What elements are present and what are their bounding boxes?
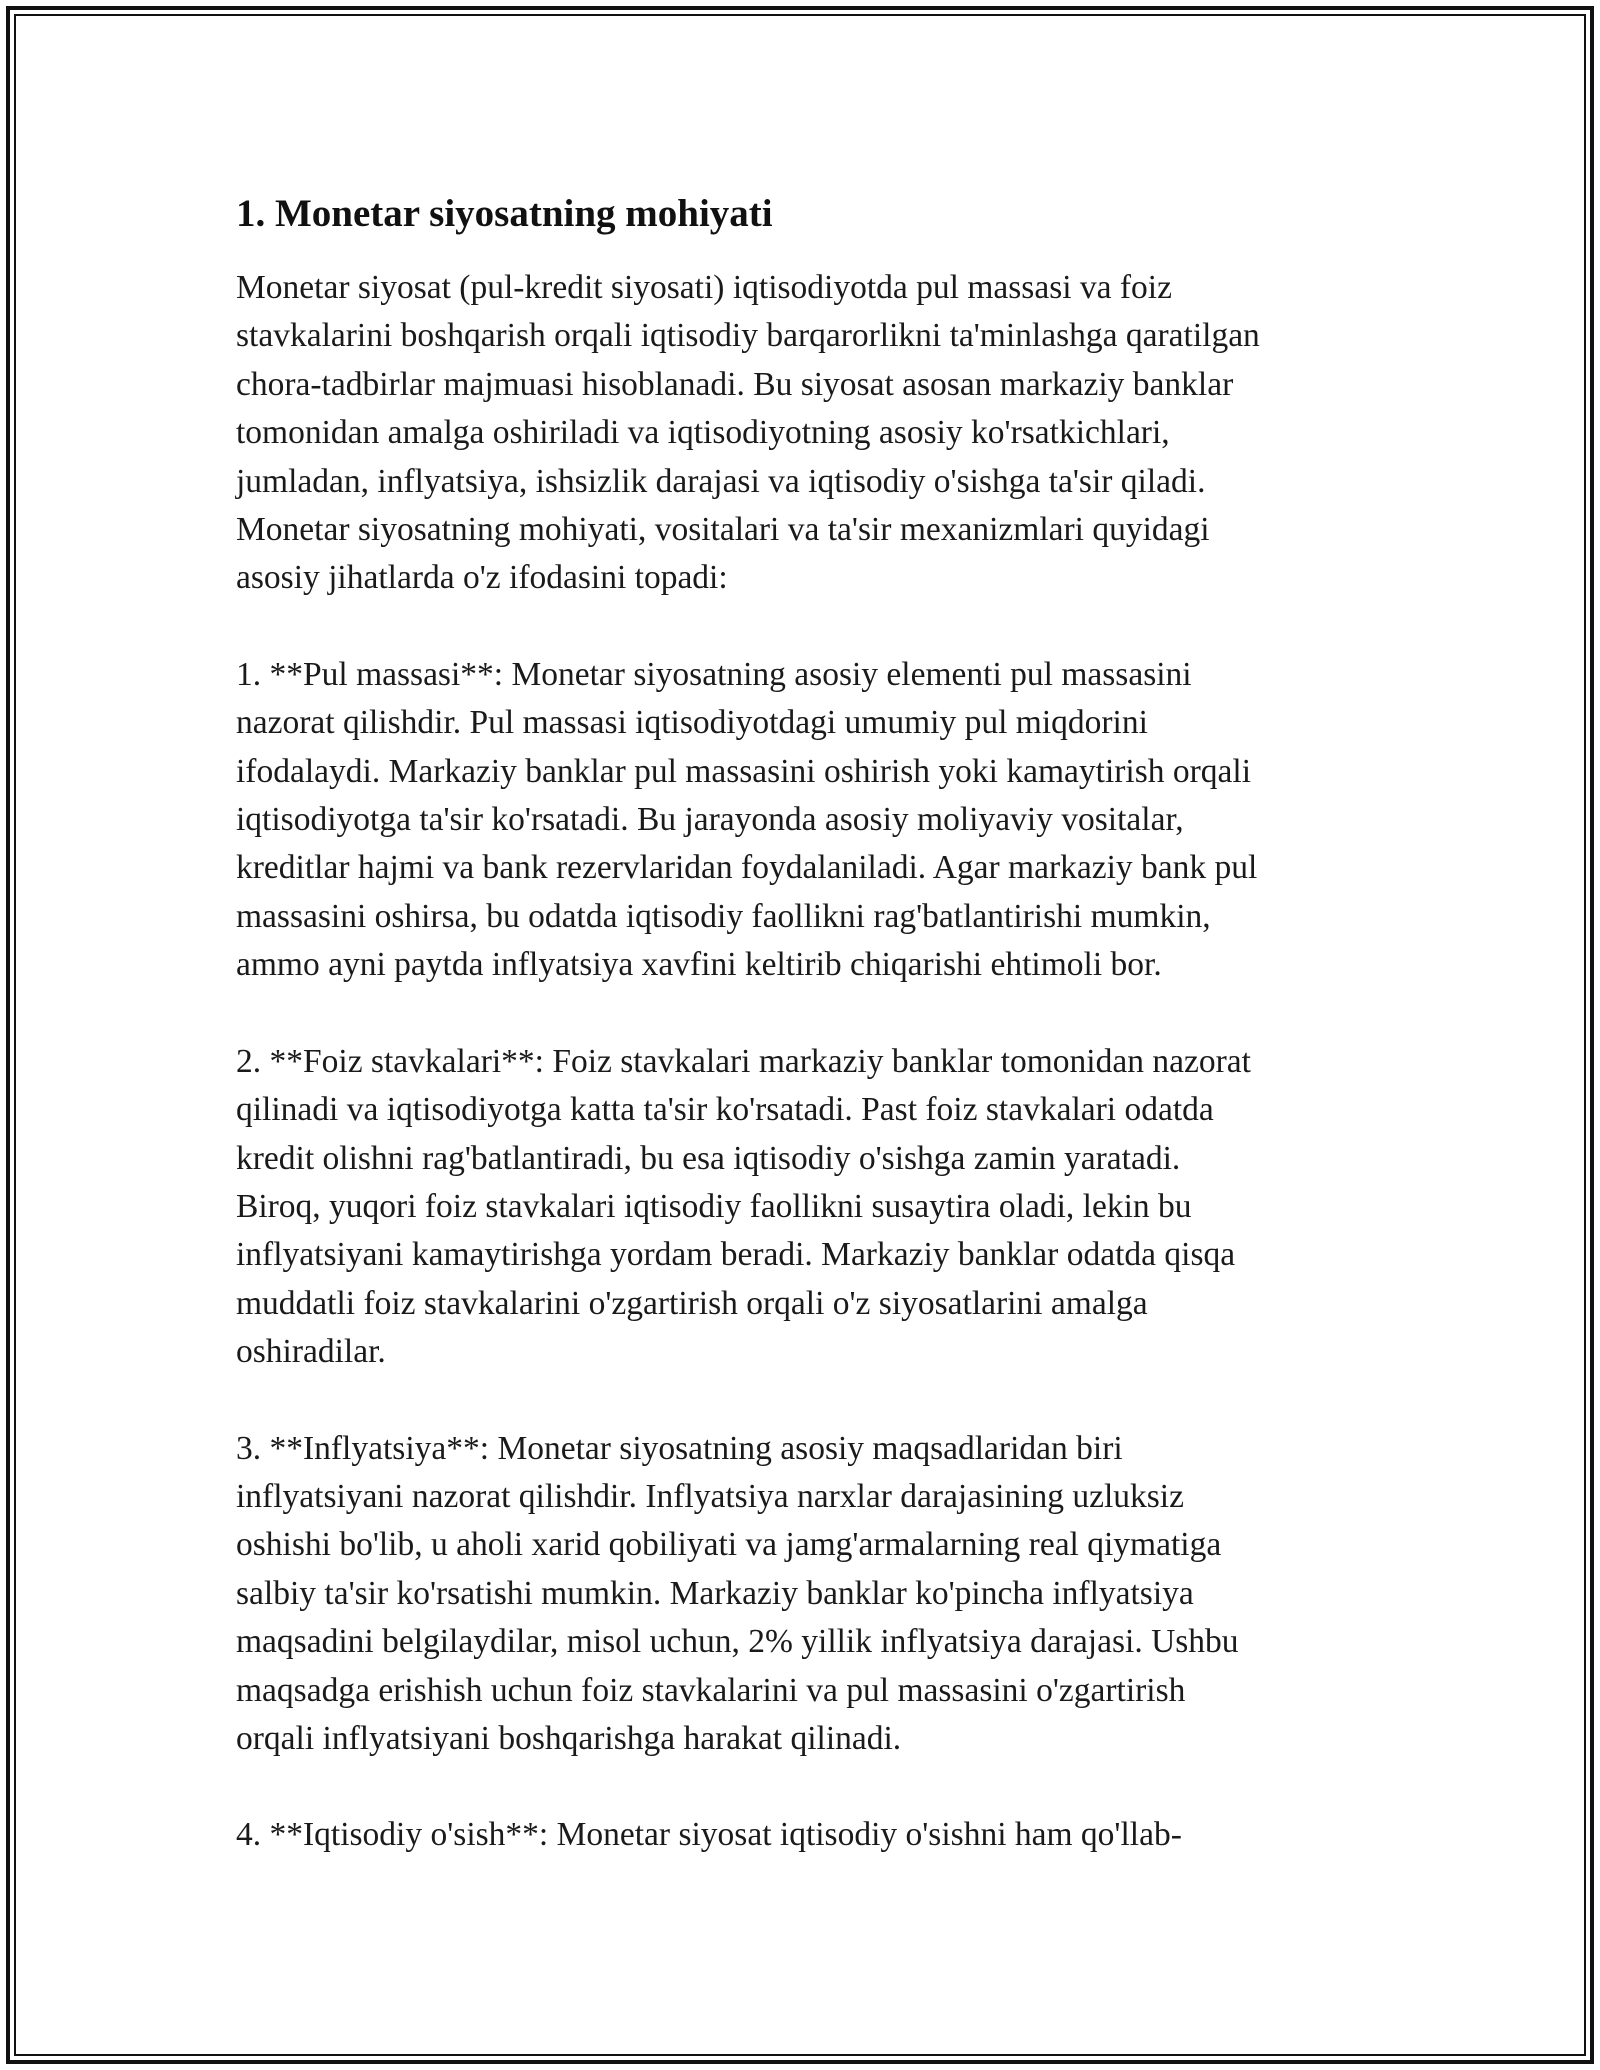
text-line: kredit olishni rag'batlantiradi, bu esa iqtisodiy o'sishga zamin yaratadi.	[236, 1139, 1181, 1177]
text-line: jumladan, inflyatsiya, ishsizlik darajasi va iqtisodiy o'sishga ta'sir qiladi.	[236, 462, 1206, 500]
text-line: massasini oshirsa, bu odatda iqtisodiy faollikni rag'batlantirishi mumkin,	[236, 897, 1211, 935]
text-line: tomonidan amalga oshiriladi va iqtisodiyotning asosiy ko'rsatkichlari,	[236, 414, 1170, 452]
text-line: 3. **Inflyatsiya**: Monetar siyosatning asosiy maqsadlaridan biri	[236, 1429, 1123, 1467]
text-line: 2. **Foiz stavkalari**: Foiz stavkalari markaziy banklar tomonidan nazorat	[236, 1042, 1251, 1080]
text-line: muddatli foiz stavkalarini o'zgartirish orqali o'z siyosatlarini amalga	[236, 1284, 1148, 1322]
text-line: ifodalaydi. Markaziy banklar pul massasini oshirish yoki kamaytirish orqali	[236, 752, 1252, 790]
text-line: 4. **Iqtisodiy o'sish**: Monetar siyosat iqtisodiy o'sishni ham qo'llab-	[236, 1816, 1182, 1854]
paragraph-foiz-stavkalari	[236, 1038, 1376, 1377]
text-line: maqsadga erishish uchun foiz stavkalarini va pul massasini o'zgartirish	[236, 1671, 1186, 1709]
text-line: kreditlar hajmi va bank rezervlaridan foydalaniladi. Agar markaziy bank pul	[236, 849, 1258, 887]
text-line: iqtisodiyotga ta'sir ko'rsatadi. Bu jarayonda asosiy moliyaviy vositalar,	[236, 801, 1184, 839]
paragraph-pul-massasi	[236, 651, 1376, 990]
text-line: chora-tadbirlar majmuasi hisoblanadi. Bu siyosat asosan markaziy banklar	[236, 365, 1234, 403]
text-line: maqsadini belgilaydilar, misol uchun, 2% yillik inflyatsiya darajasi. Ushbu	[236, 1623, 1239, 1661]
text-line: nazorat qilishdir. Pul massasi iqtisodiyotdagi umumiy pul miqdorini	[236, 704, 1148, 742]
text-line: asosiy jihatlarda o'z ifodasini topadi:	[236, 559, 728, 597]
text-line: inflyatsiyani nazorat qilishdir. Inflyatsiya narxlar darajasining uzluksiz	[236, 1477, 1184, 1515]
text-line: Biroq, yuqori foiz stavkalari iqtisodiy faollikni susaytira oladi, lekin bu	[236, 1187, 1192, 1225]
text-line: Monetar siyosat (pul-kredit siyosati) iqtisodiyotda pul massasi va foiz	[236, 269, 1172, 306]
text-line: ammo ayni paytda inflyatsiya xavfini keltirib chiqarishi ehtimoli bor.	[236, 946, 1162, 984]
text-line: stavkalarini boshqarish orqali iqtisodiy barqarorlikni ta'minlashga qaratilgan	[236, 317, 1260, 355]
text-line: inflyatsiyani kamaytirishga yordam beradi. Markaziy banklar odatda qisqa	[236, 1236, 1236, 1274]
text-line: Monetar siyosatning mohiyati, vositalari va ta'sir mexanizmlari quyidagi	[236, 511, 1210, 549]
intro-paragraph	[236, 264, 1376, 603]
text-line: oshiradilar.	[236, 1333, 386, 1371]
text-line: 1. **Pul massasi**: Monetar siyosatning asosiy elementi pul massasini	[236, 655, 1192, 693]
paragraph-inflyatsiya	[236, 1425, 1376, 1764]
text-line: orqali inflyatsiyani boshqarishga harakat qilinadi.	[236, 1719, 902, 1757]
text-line: oshishi bo'lib, u aholi xarid qobiliyati va jamg'armalarning real qiymatiga	[236, 1526, 1222, 1564]
paragraph-iqtisodiy-osish	[236, 1811, 1376, 1859]
section-heading: 1. Monetar siyosatning mohiyati	[236, 192, 773, 235]
text-line: salbiy ta'sir ko'rsatishi mumkin. Markaziy banklar ko'pincha inflyatsiya	[236, 1574, 1194, 1612]
document-body	[236, 186, 1376, 1908]
text-line: qilinadi va iqtisodiyotga katta ta'sir ko'rsatadi. Past foiz stavkalari odatda	[236, 1091, 1214, 1129]
